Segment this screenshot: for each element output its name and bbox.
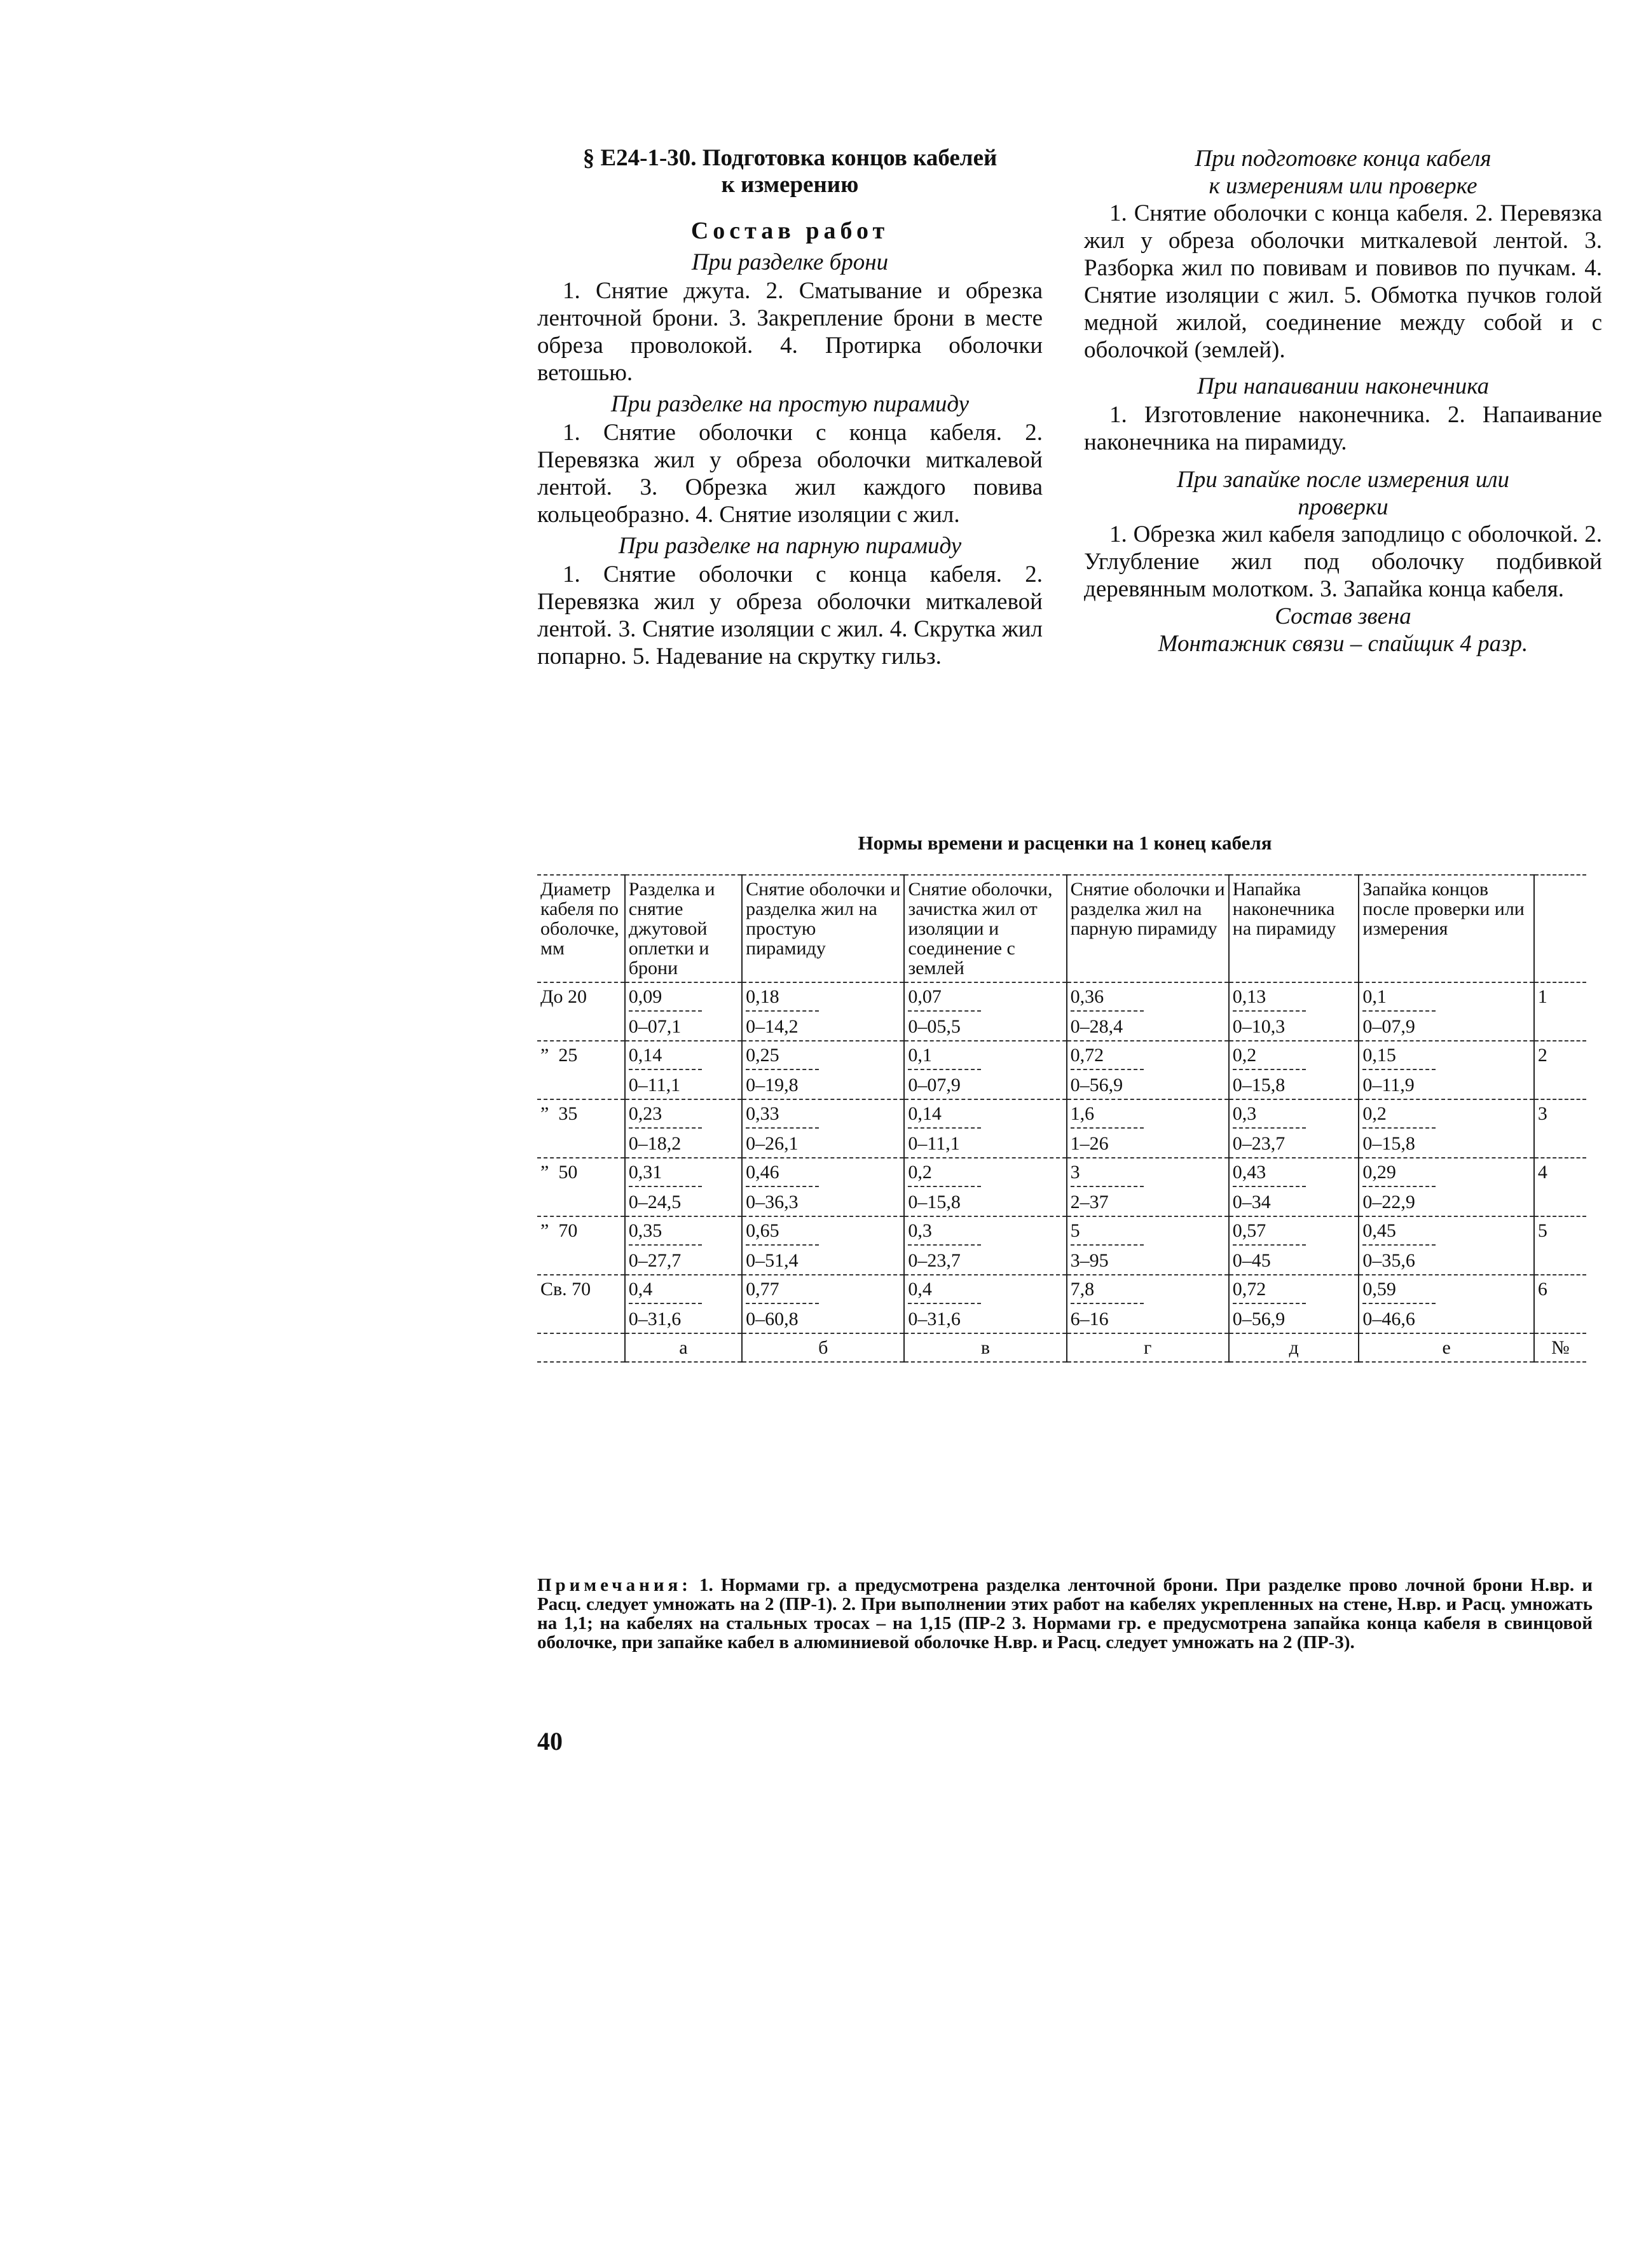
left-block-2-text: 1. Снятие оболочки с конца кабеля. 2. Перевязка жил у обреза оболочки миткалевой лентой. 3. Обрезка жил каждого повива кольцеобразно. 4. Снятие изоляции с жил. (537, 420, 1043, 528)
norm-fraction (629, 1104, 702, 1153)
norm-fraction (1071, 1279, 1144, 1329)
time-norm: 0,25 (746, 1045, 819, 1070)
time-norm: 0,2 (1362, 1104, 1436, 1129)
right-block-1-text: 1. Снятие оболочки с конца кабеля. 2. Перевязка жил у обреза оболочки миткалевой лентой. 3. Разборка жил по повивам и повивов по пучкам. 4. Снятие изоляции с жил. 5. Обмотка пучков голой медной жилой, соединение между собой и с оболочкой (землей). (1084, 200, 1602, 363)
notes-lead: Примечания: (537, 1575, 692, 1595)
left-block-3-subtitle: При разделке на парную пирамиду (618, 533, 962, 559)
crew-text: Монтажник связи – спайщик 4 разр. (1158, 631, 1528, 657)
norm-fraction (1071, 1221, 1144, 1270)
header-e: Запайка концов после проверки или измерения (1359, 875, 1534, 982)
time-norm: 0,46 (746, 1162, 819, 1187)
norm-fraction (1233, 1104, 1306, 1153)
value-cell-e (1359, 1041, 1534, 1099)
value-cell-g (1067, 1041, 1229, 1099)
value-cell-e (1359, 1099, 1534, 1158)
value-cell-d (1229, 1216, 1359, 1275)
rate: 1–26 (1070, 1133, 1109, 1154)
norm-fraction (908, 1279, 981, 1329)
row-number: 6 (1534, 1275, 1586, 1333)
time-norm: 0,2 (908, 1162, 981, 1187)
rate: 0–07,1 (628, 1016, 682, 1037)
row-number: 2 (1534, 1041, 1586, 1099)
rate: 0–56,9 (1232, 1309, 1286, 1330)
value-cell-g (1067, 982, 1229, 1041)
time-norm: 0,3 (908, 1221, 981, 1246)
time-norm: 7,8 (1071, 1279, 1144, 1304)
rate: 0–22,9 (1362, 1192, 1415, 1213)
norm-fraction (1362, 987, 1436, 1036)
norm-fraction (1233, 1279, 1306, 1329)
diameter-cell: Св. 70 (537, 1275, 625, 1333)
value-cell-d (1229, 982, 1359, 1041)
rate: 0–05,5 (908, 1016, 961, 1037)
value-cell-a (625, 1216, 742, 1275)
footer-cell-b: б (742, 1333, 904, 1362)
norm-fraction (1362, 1162, 1436, 1212)
time-norm: 0,07 (908, 987, 981, 1012)
rate: 0–18,2 (628, 1133, 682, 1154)
time-norm: 0,1 (908, 1045, 981, 1070)
right-block-3-subtitle (1084, 466, 1602, 521)
time-norm: 0,31 (629, 1162, 702, 1187)
rate: 0–24,5 (628, 1192, 682, 1213)
value-cell-e (1359, 1275, 1534, 1333)
value-cell-g (1067, 1216, 1229, 1275)
right-block-3-subtitle-line2: проверки (1298, 494, 1389, 520)
rate: 0–51,4 (746, 1250, 799, 1271)
time-norm: 0,4 (908, 1279, 981, 1304)
norm-fraction (908, 1104, 981, 1153)
rate: 0–45 (1232, 1250, 1271, 1271)
time-norm: 0,3 (1233, 1104, 1306, 1129)
left-block-2-subtitle: При разделке на простую пирамиду (610, 391, 970, 417)
rate: 2–37 (1070, 1192, 1109, 1213)
value-cell-v (904, 1275, 1066, 1333)
norm-fraction (629, 1045, 702, 1095)
table-body (537, 982, 1586, 1333)
time-norm: 5 (1071, 1221, 1144, 1246)
value-cell-v (904, 1158, 1066, 1216)
time-norm: 0,2 (1233, 1045, 1306, 1070)
table-caption: Нормы времени и расценки на 1 конец кабеля (858, 832, 1272, 854)
header-diameter: Диаметр кабеля по оболочке, мм (537, 875, 625, 982)
right-block-3-subtitle-line1: При запайке после измерения или (1176, 467, 1510, 493)
rate: 0–10,3 (1232, 1016, 1286, 1037)
header-b: Снятие оболочки и разделка жил на простую пирамиду (742, 875, 904, 982)
norm-fraction (1362, 1279, 1436, 1329)
footer-cell (537, 1333, 625, 1362)
rate: 0–15,8 (908, 1192, 961, 1213)
time-norm: 0,77 (746, 1279, 819, 1304)
value-cell-d (1229, 1275, 1359, 1333)
table-row (537, 1041, 1586, 1099)
norm-fraction (746, 1045, 819, 1095)
notes (537, 1576, 1593, 1652)
rate: 0–36,3 (746, 1192, 799, 1213)
time-norm: 0,72 (1071, 1045, 1144, 1070)
page-number: 40 (537, 1727, 563, 1756)
norm-fraction (1233, 1221, 1306, 1270)
rate: 0–56,9 (1070, 1075, 1123, 1096)
rate: 0–23,7 (908, 1250, 961, 1271)
composition-heading: Состав работ (690, 217, 889, 244)
value-cell-b (742, 1216, 904, 1275)
row-number: 1 (1534, 982, 1586, 1041)
value-cell-a (625, 982, 742, 1041)
right-block-1-subtitle-line1: При подготовке конца кабеля (1195, 146, 1491, 172)
right-column (1084, 145, 1602, 657)
right-block-3-text: 1. Обрезка жил кабеля заподлицо с оболочкой. 2. Углубление жил под оболочку подбивкой деревянным молотком. 3. Запайка конца кабеля. (1084, 521, 1602, 602)
norm-fraction (746, 1221, 819, 1270)
diameter-cell: ” 70 (537, 1216, 625, 1275)
norm-fraction (1071, 1045, 1144, 1095)
value-cell-a (625, 1041, 742, 1099)
footer-cell-v: в (904, 1333, 1066, 1362)
time-norm: 0,33 (746, 1104, 819, 1129)
table-row (537, 1216, 1586, 1275)
header-v: Снятие оболочки, зачистка жил от изоляции и соединение с землей (904, 875, 1066, 982)
time-norm: 0,45 (1362, 1221, 1436, 1246)
norm-fraction (908, 1045, 981, 1095)
right-block-2-subtitle: При напаивании наконечника (1197, 373, 1490, 399)
left-block-1-subtitle: При разделке брони (691, 249, 889, 275)
value-cell-v (904, 1041, 1066, 1099)
header-num (1534, 875, 1586, 982)
left-block-1-text: 1. Снятие джута. 2. Сматывание и обрезка ленточной брони. 3. Закрепление брони в месте обреза проволокой. 4. Протирка оболочки ветошью. (537, 278, 1043, 386)
left-column (537, 145, 1043, 670)
rate: 0–34 (1232, 1192, 1271, 1213)
diameter-cell: ” 25 (537, 1041, 625, 1099)
rate: 0–19,8 (746, 1075, 799, 1096)
time-norm: 0,13 (1233, 987, 1306, 1012)
norm-fraction (908, 1162, 981, 1212)
left-block-3-text: 1. Снятие оболочки с конца кабеля. 2. Перевязка жил у обреза оболочки миткалевой лентой. 3. Снятие изоляции с жил. 4. Скрутка жил попарно. 5. Надевание на скрутку гильз. (537, 561, 1043, 670)
right-block-1-subtitle-line2: к измерениям или проверке (1209, 173, 1478, 199)
value-cell-v (904, 1216, 1066, 1275)
right-block-1-subtitle (1084, 145, 1602, 200)
rate: 0–11,1 (908, 1133, 960, 1154)
table-row (537, 982, 1586, 1041)
value-cell-b (742, 982, 904, 1041)
notes-text: 1. Нормами гр. а предусмотрена разделка ленточной брони. При разделке прово лочной брони Н.вр. и Расц. следует умножать на 2 (ПР-1). 2. При выполнении этих работ на кабелях укрепленных на стене, Н.вр. и Расц. умножать на 1,1; на кабелях на стальных тросах – на 1,15 (ПР-2 3. Нормами гр. е предусмотрена запайка конца кабеля в свинцовой оболочке, при запайке кабел в алюминиевой оболочке Н.вр. и Расц. следует умножать на 2 (ПР-3). (537, 1575, 1593, 1653)
value-cell-d (1229, 1041, 1359, 1099)
row-number: 5 (1534, 1216, 1586, 1275)
table-row (537, 1275, 1586, 1333)
footer-cell-num: № (1534, 1333, 1586, 1362)
value-cell-a (625, 1275, 742, 1333)
footer-cell-g: г (1067, 1333, 1229, 1362)
time-norm: 0,36 (1071, 987, 1144, 1012)
rate: 0–14,2 (746, 1016, 799, 1037)
norm-fraction (1071, 1162, 1144, 1212)
value-cell-v (904, 982, 1066, 1041)
value-cell-b (742, 1158, 904, 1216)
rate: 0–28,4 (1070, 1016, 1123, 1037)
norm-fraction (746, 1279, 819, 1329)
norm-fraction (1362, 1104, 1436, 1153)
norm-fraction (1233, 1162, 1306, 1212)
rate: 0–15,8 (1362, 1133, 1415, 1154)
time-norm: 0,18 (746, 987, 819, 1012)
time-norm: 0,65 (746, 1221, 819, 1246)
rate: 6–16 (1070, 1309, 1109, 1330)
value-cell-d (1229, 1099, 1359, 1158)
norm-fraction (629, 1162, 702, 1212)
time-norm: 0,23 (629, 1104, 702, 1129)
rate: 0–27,7 (628, 1250, 682, 1271)
value-cell-g (1067, 1099, 1229, 1158)
time-norm: 0,72 (1233, 1279, 1306, 1304)
time-norm: 0,14 (629, 1045, 702, 1070)
value-cell-a (625, 1158, 742, 1216)
time-norm: 0,29 (1362, 1162, 1436, 1187)
rate: 0–11,9 (1362, 1075, 1415, 1096)
rate: 0–15,8 (1232, 1075, 1286, 1096)
value-cell-b (742, 1041, 904, 1099)
table-header-row (537, 875, 1586, 982)
section-title-line2: к измерению (721, 172, 859, 198)
footer-cell-a: а (625, 1333, 742, 1362)
rate: 0–31,6 (628, 1309, 682, 1330)
rate: 0–31,6 (908, 1309, 961, 1330)
footer-cell-e: е (1359, 1333, 1534, 1362)
time-norm: 0,35 (629, 1221, 702, 1246)
section-title-line1: § Е24-1-30. Подготовка концов кабелей (582, 145, 998, 171)
norm-fraction (629, 987, 702, 1036)
footer-cell-d: д (1229, 1333, 1359, 1362)
time-norm: 0,15 (1362, 1045, 1436, 1070)
norm-fraction (1362, 1221, 1436, 1270)
value-cell-b (742, 1099, 904, 1158)
time-norm: 3 (1071, 1162, 1144, 1187)
value-cell-a (625, 1099, 742, 1158)
rate: 3–95 (1070, 1250, 1109, 1271)
time-norm: 0,57 (1233, 1221, 1306, 1246)
value-cell-e (1359, 1158, 1534, 1216)
rate: 0–26,1 (746, 1133, 799, 1154)
norm-fraction (908, 987, 981, 1036)
norm-fraction (908, 1221, 981, 1270)
value-cell-e (1359, 1216, 1534, 1275)
table-row (537, 1099, 1586, 1158)
rate: 0–35,6 (1362, 1250, 1415, 1271)
time-norm: 0,4 (629, 1279, 702, 1304)
table-footer-row (537, 1333, 1586, 1362)
norm-fraction (746, 1104, 819, 1153)
rate: 0–07,9 (1362, 1016, 1415, 1037)
time-norm: 1,6 (1071, 1104, 1144, 1129)
diameter-cell: До 20 (537, 982, 625, 1041)
norm-fraction (1071, 1104, 1144, 1153)
rate: 0–07,9 (908, 1075, 961, 1096)
value-cell-e (1359, 982, 1534, 1041)
value-cell-g (1067, 1158, 1229, 1216)
right-block-2-text: 1. Изготовление наконечника. 2. Напаивание наконечника на пирамиду. (1084, 402, 1602, 455)
time-norm: 0,43 (1233, 1162, 1306, 1187)
rate: 0–23,7 (1232, 1133, 1286, 1154)
header-a: Разделка и снятие джутовой оплетки и брони (625, 875, 742, 982)
header-g: Снятие оболочки и разделка жил на парную пирамиду (1067, 875, 1229, 982)
row-number: 4 (1534, 1158, 1586, 1216)
value-cell-v (904, 1099, 1066, 1158)
norm-fraction (1362, 1045, 1436, 1095)
diameter-cell: ” 50 (537, 1158, 625, 1216)
value-cell-g (1067, 1275, 1229, 1333)
time-norm: 0,14 (908, 1104, 981, 1129)
norm-fraction (1233, 987, 1306, 1036)
section-title (537, 145, 1043, 198)
diameter-cell: ” 35 (537, 1099, 625, 1158)
header-d: Напайка наконечника на пирамиду (1229, 875, 1359, 982)
norm-fraction (629, 1279, 702, 1329)
norm-fraction (746, 987, 819, 1036)
crew-heading: Состав звена (1275, 603, 1411, 629)
time-norm: 0,09 (629, 987, 702, 1012)
rate: 0–46,6 (1362, 1309, 1415, 1330)
norm-fraction (1071, 987, 1144, 1036)
norms-table (537, 874, 1586, 1363)
value-cell-b (742, 1275, 904, 1333)
rate: 0–11,1 (628, 1075, 681, 1096)
norm-fraction (1233, 1045, 1306, 1095)
rate: 0–60,8 (746, 1309, 799, 1330)
table-row (537, 1158, 1586, 1216)
norm-fraction (746, 1162, 819, 1212)
time-norm: 0,1 (1362, 987, 1436, 1012)
time-norm: 0,59 (1362, 1279, 1436, 1304)
row-number: 3 (1534, 1099, 1586, 1158)
value-cell-d (1229, 1158, 1359, 1216)
norm-fraction (629, 1221, 702, 1270)
